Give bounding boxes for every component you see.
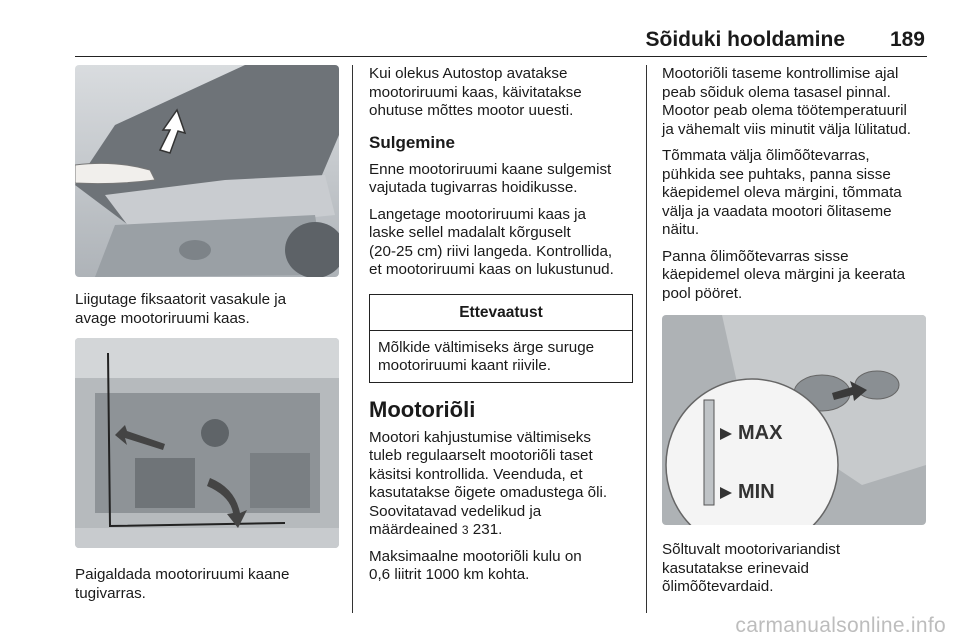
watermark: carmanualsonline.info — [735, 614, 946, 637]
figure-caption: Liigutage fiksaatorit vasakule ja avage mootoriruumi kaas. — [75, 291, 287, 327]
column-middle — [369, 65, 633, 593]
figure-caption: Sõltuvalt mootorivariandist kasutatakse erinevaid õlimõõtevardaid. — [662, 541, 841, 595]
body-text: Tõmmata välja õlimõõtevarras, pühkida see puhtaks, panna sisse käepidemel oleva märgini, tõmmata välja ja vaadata mootori õlitaseme näitu. — [662, 147, 902, 238]
dipstick-figure — [662, 315, 926, 525]
page-reference-icon: 3 — [461, 523, 469, 537]
body-text: Mootori kahjustumise vältimiseks tuleb regulaarselt mootoriõli taset käsitsi kontrollida. Veenduda, et kasutatakse õigete omadustega õli. Soovitatavad vedelikud ja määrdeained 3 231. — [369, 428, 608, 538]
body-text: Kui olekus Autostop avatakse mootoriruumi kaas, käivitatakse ohutuse mõttes mootor uuesti. — [369, 65, 582, 119]
section-heading: Mootoriõli — [369, 396, 476, 422]
dipstick-illustration — [662, 315, 926, 525]
page-number: 189 — [889, 28, 925, 51]
figure-caption: Paigaldada mootoriruumi kaane tugivarras. — [75, 566, 290, 602]
caution-box — [369, 294, 633, 383]
body-text: Mootoriõli taseme kontrollimise ajal peab sõiduk olema tasasel pinnal. Mootor peab olema töötemperatuuril ja vähemalt viis minutit välja lülitatud. — [662, 65, 912, 138]
body-text: Panna õlimõõtevarras sisse käepidemel oleva märgini ja keerata pool pööret. — [662, 247, 906, 302]
body-text: Enne mootoriruumi kaane sulgemist vajutada tugivarras hoidikusse. — [369, 160, 612, 196]
column-divider — [646, 65, 647, 613]
body-text: Langetage mootoriruumi kaas ja laske sellel madalalt kõrguselt (20-25 cm) riivi langeda. Kontrollida, et mootoriruumi kaas on lukustunud. — [369, 205, 614, 278]
column-right — [662, 65, 928, 605]
body-text: Maksimaalne mootoriõli kulu on 0,6 liitrit 1000 km kohta. — [369, 547, 582, 583]
caution-title: Ettevaatust — [370, 295, 632, 331]
column-divider — [352, 65, 353, 613]
hood-open-illustration — [75, 65, 339, 277]
column-left — [75, 65, 339, 611]
subheading: Sulgemine — [369, 132, 455, 152]
engine-bay-illustration — [75, 338, 339, 548]
caution-text: Mõlkide vältimiseks ärge suruge mootoriruumi kaant riivile. — [378, 338, 595, 374]
page-header — [75, 26, 927, 57]
dipstick-min-label: MIN — [738, 481, 775, 503]
dipstick-max-label: MAX — [738, 422, 783, 444]
section-title: Sõiduki hooldamine — [645, 28, 845, 51]
